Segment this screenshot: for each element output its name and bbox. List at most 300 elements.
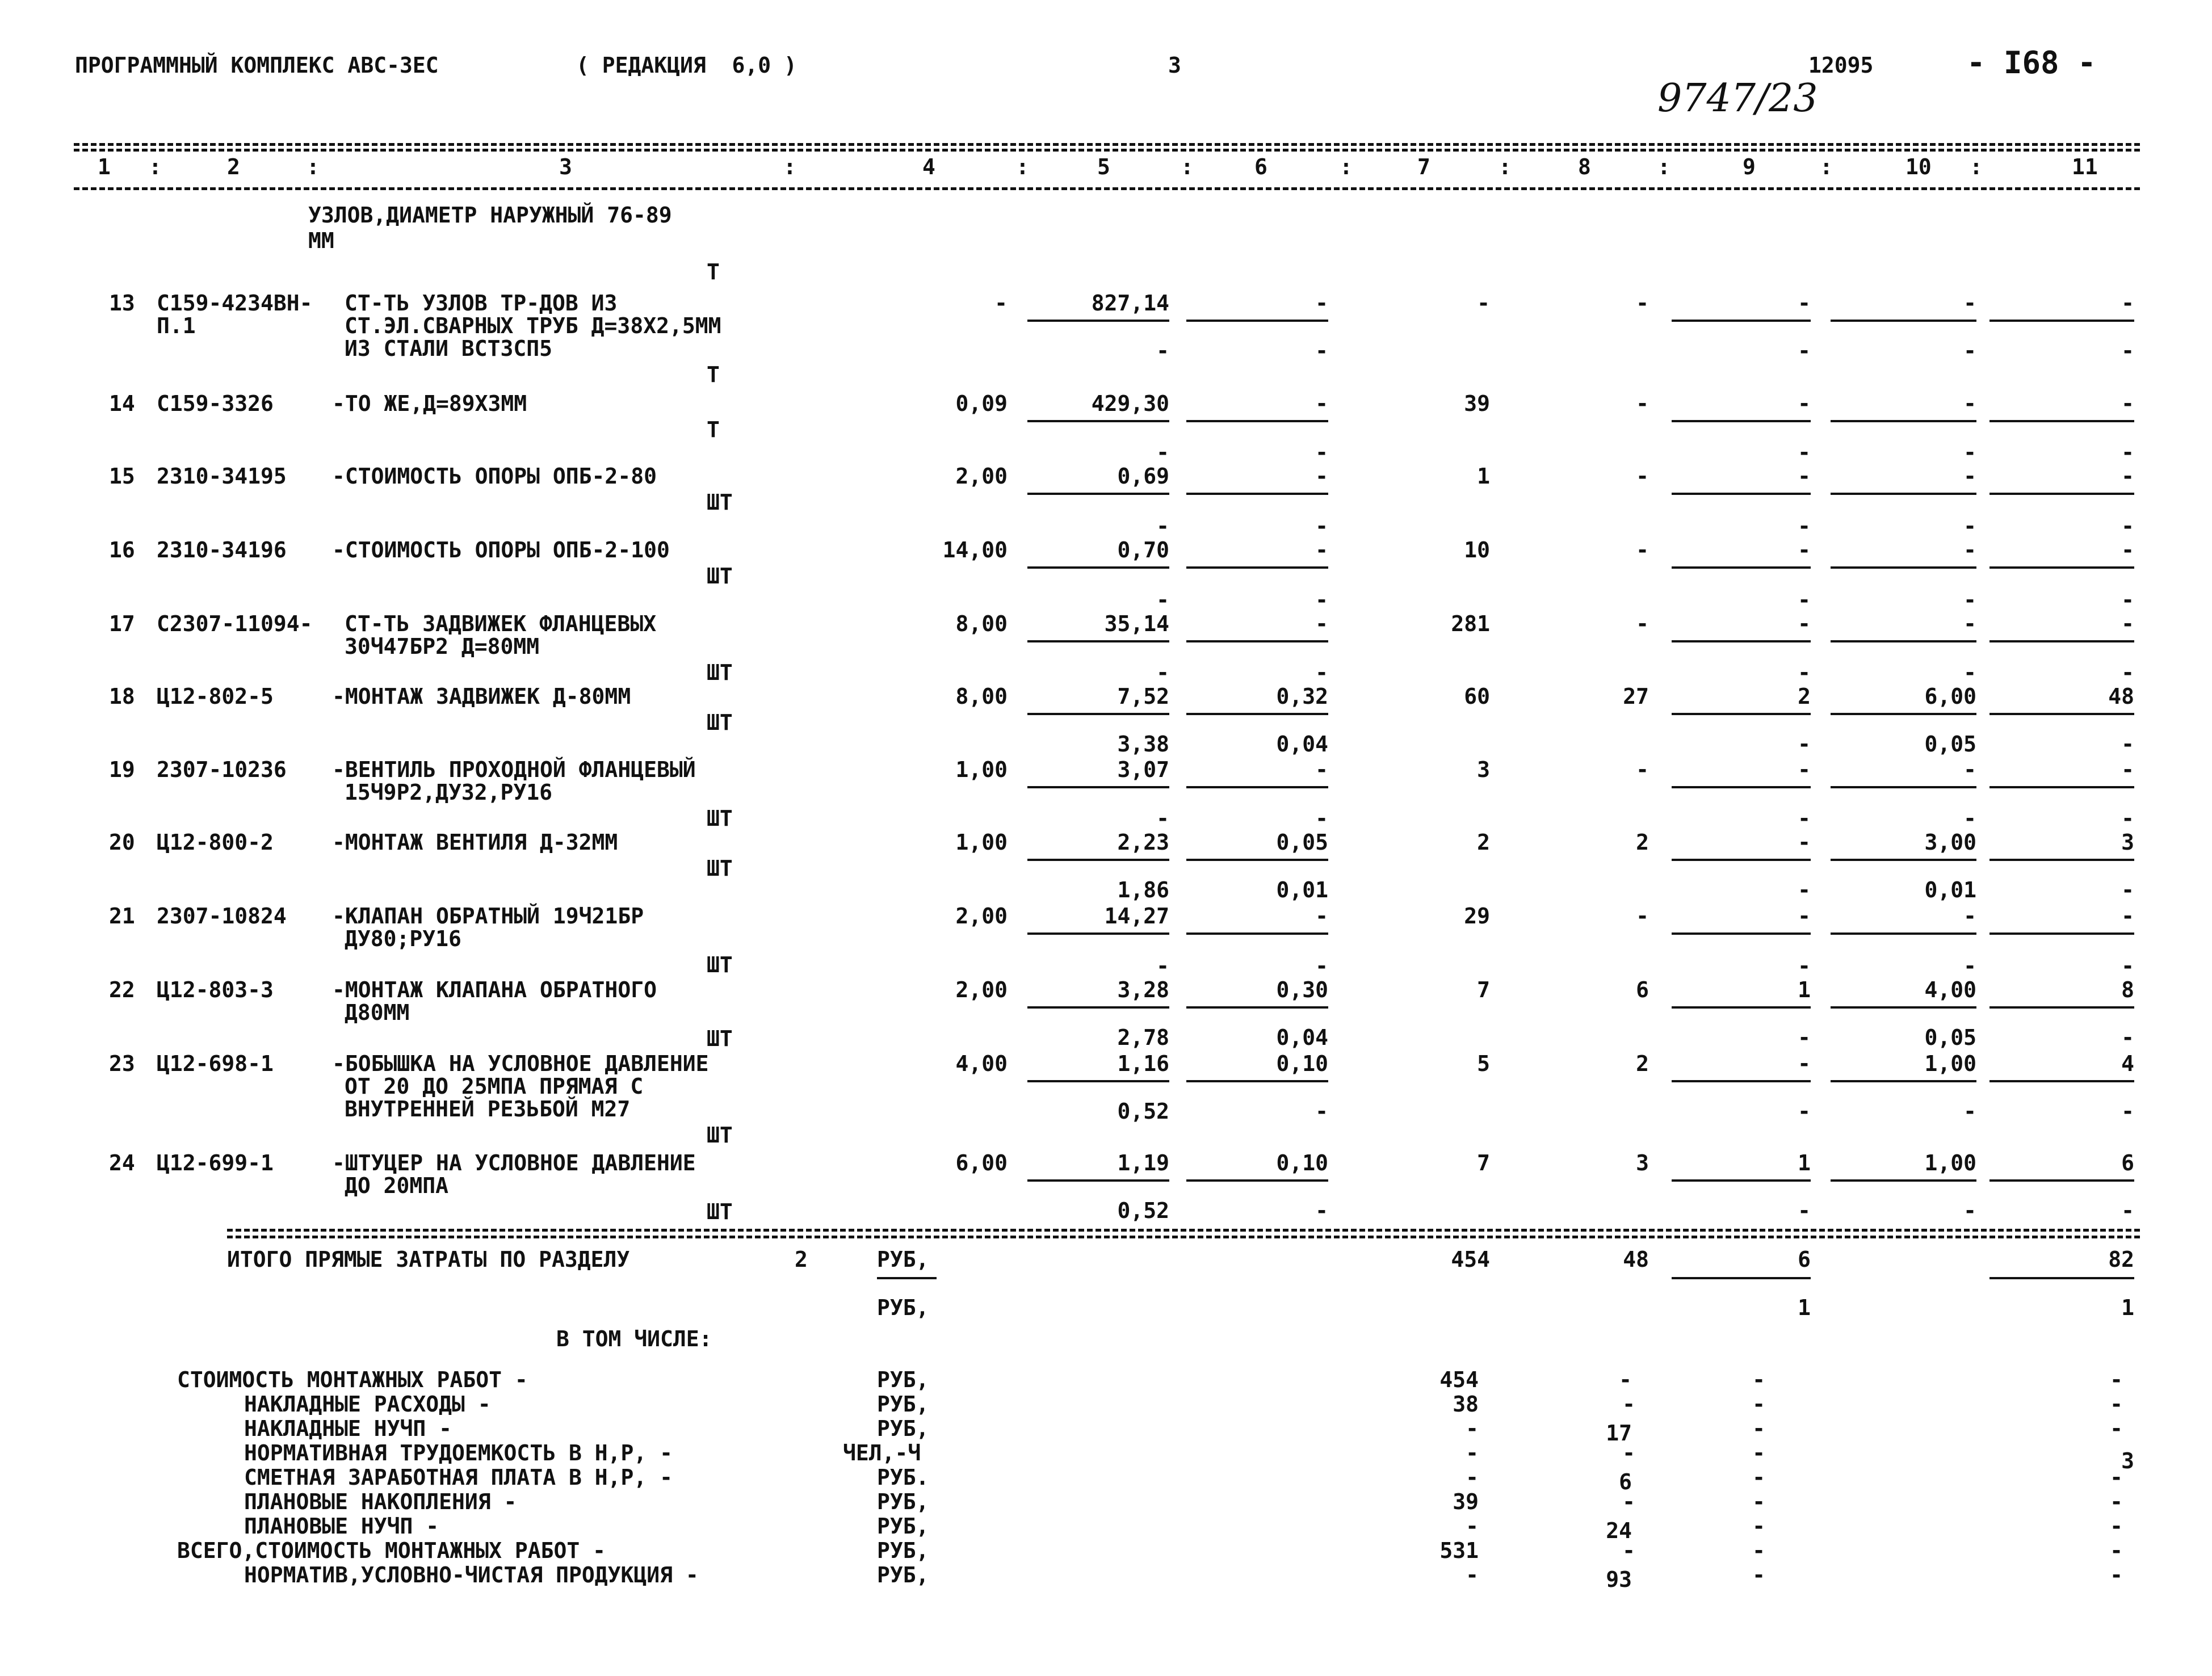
- col8-cell: 2: [1636, 830, 1649, 855]
- c6-fraction-rule: [1186, 1179, 1328, 1182]
- column-header: 1: [98, 154, 111, 179]
- c9-top-cell: -: [1798, 587, 1811, 612]
- unit-label: ШТ: [707, 1199, 733, 1224]
- c6-cell: 0,10: [1276, 1051, 1328, 1076]
- column-header: :: [1340, 154, 1353, 179]
- item-description: 15Ч9Р2,ДУ32,РУ16: [345, 780, 553, 805]
- c6-fraction-rule: [1186, 320, 1328, 322]
- c6-bottom-cell: 0,04: [1276, 1025, 1328, 1050]
- c10-cell: -: [1963, 537, 1976, 562]
- c6-top-cell: -: [1315, 587, 1328, 612]
- column-header: :: [1820, 154, 1833, 179]
- c5-cell: 7,52: [1117, 684, 1169, 709]
- c9-fraction-rule: [1672, 713, 1811, 715]
- c5-cell: 3,28: [1117, 977, 1169, 1002]
- summary-col11: 3: [2121, 1448, 2134, 1473]
- summary-col8: -: [1619, 1367, 1632, 1392]
- c9-fraction-rule: [1672, 1179, 1811, 1182]
- item-code: 2310-34195: [157, 464, 287, 489]
- row-number: 21: [109, 904, 135, 929]
- unit-label: ШТ: [707, 806, 733, 831]
- summary-label: СМЕТНАЯ ЗАРАБОТНАЯ ПЛАТА В Н,Р, -: [244, 1465, 673, 1490]
- c9-cell: 2: [1798, 684, 1811, 709]
- item-code: Ц12-800-2: [157, 830, 274, 855]
- summary-col7: -: [1466, 1440, 1479, 1465]
- col8-cell: -: [1636, 464, 1649, 489]
- c9-fraction-rule: [1672, 493, 1811, 495]
- c5-fraction-rule: [1027, 320, 1169, 322]
- c9-bottom-cell: -: [1798, 877, 1811, 902]
- c10-cell: 6,00: [1924, 684, 1976, 709]
- total-col9-rule: [1672, 1277, 1811, 1279]
- header-sheet: - I68 -: [1967, 45, 2096, 81]
- c11-bottom-cell: -: [2121, 1025, 2134, 1050]
- c5-fraction-rule: [1027, 640, 1169, 642]
- summary-unit: РУБ.: [877, 1465, 929, 1490]
- column-header: 10: [1905, 154, 1932, 179]
- c6-cell: -: [1315, 291, 1328, 316]
- summary-col11: -: [2110, 1367, 2123, 1392]
- c9-top-cell: -: [1798, 806, 1811, 831]
- c9-top-cell: -: [1798, 953, 1811, 978]
- c11-cell: 48: [2108, 684, 2134, 709]
- c11-fraction-rule: [1989, 566, 2134, 569]
- total-col9-bottom: 1: [1798, 1295, 1811, 1320]
- summary-col8: 24: [1606, 1518, 1632, 1543]
- column-header: :: [1016, 154, 1029, 179]
- c6-fraction-rule: [1186, 566, 1328, 569]
- item-code: 2310-34196: [157, 537, 287, 562]
- summary-col11: -: [2110, 1489, 2123, 1514]
- summary-col7: -: [1466, 1514, 1479, 1539]
- c9-cell: -: [1798, 391, 1811, 416]
- item-description: ДУ80;РУ16: [345, 926, 461, 951]
- c5-fraction-rule: [1027, 859, 1169, 861]
- col8-cell: 2: [1636, 1051, 1649, 1076]
- c11-fraction-rule: [1989, 786, 2134, 788]
- summary-unit: РУБ,: [877, 1416, 929, 1441]
- c6-fraction-rule: [1186, 859, 1328, 861]
- unit-label: ШТ: [707, 952, 733, 977]
- item-code: С159-4234ВН-: [157, 291, 313, 316]
- c9-cell: -: [1798, 904, 1811, 929]
- c9-cell: -: [1798, 464, 1811, 489]
- header-edition: ( РЕДАКЦИЯ 6,0 ): [576, 53, 797, 78]
- item-description: СТ-ТЬ ЗАДВИЖЕК ФЛАНЦЕВЫХ: [345, 611, 657, 636]
- item-description: -МОНТАЖ ЗАДВИЖЕК Д-80ММ: [332, 684, 631, 709]
- c9-fraction-rule: [1672, 932, 1811, 935]
- summary-label: НОРМАТИВ,УСЛОВНО-ЧИСТАЯ ПРОДУКЦИЯ -: [244, 1562, 699, 1587]
- total-unit-rule: [877, 1277, 937, 1279]
- c9-top-cell: -: [1798, 440, 1811, 465]
- c9-cell: -: [1798, 537, 1811, 562]
- c10-top-cell: -: [1963, 440, 1976, 465]
- c11-fraction-rule: [1989, 713, 2134, 715]
- c5-bottom-cell: -: [1156, 338, 1169, 363]
- c6-fraction-rule: [1186, 713, 1328, 715]
- summary-col8: -: [1622, 1440, 1635, 1465]
- col8-cell: -: [1636, 904, 1649, 929]
- c11-cell: -: [2121, 291, 2134, 316]
- item-code: 2307-10236: [157, 757, 287, 782]
- item-description: -СТОИМОСТЬ ОПОРЫ ОПБ-2-80: [332, 464, 657, 489]
- c11-fraction-rule: [1989, 640, 2134, 642]
- column-header: :: [783, 154, 796, 179]
- col8-cell: 6: [1636, 977, 1649, 1002]
- quantity-cell: 8,00: [955, 684, 1008, 709]
- c10-cell: -: [1963, 391, 1976, 416]
- summary-col9: -: [1752, 1489, 1765, 1514]
- row-number: 17: [109, 611, 135, 636]
- summary-col8: -: [1622, 1538, 1635, 1563]
- col8-cell: -: [1636, 611, 1649, 636]
- c6-fraction-rule: [1186, 1006, 1328, 1009]
- summary-col9: -: [1752, 1416, 1765, 1441]
- header-page-num: 3: [1168, 53, 1181, 78]
- item-description: -МОНТАЖ ВЕНТИЛЯ Д-32ММ: [332, 830, 618, 855]
- unit-label: Т: [707, 362, 720, 387]
- c11-bottom-cell: -: [2121, 732, 2134, 757]
- c11-cell: -: [2121, 537, 2134, 562]
- c9-cell: -: [1798, 757, 1811, 782]
- c9-cell: -: [1798, 611, 1811, 636]
- quantity-cell: 14,00: [942, 537, 1008, 562]
- col7-cell: 60: [1464, 684, 1490, 709]
- item-description: Д80ММ: [345, 1000, 410, 1025]
- c6-fraction-rule: [1186, 640, 1328, 642]
- c9-bottom-cell: -: [1798, 1198, 1811, 1223]
- c10-cell: -: [1963, 757, 1976, 782]
- c6-cell: -: [1315, 611, 1328, 636]
- unit-label: Т: [707, 417, 720, 442]
- c9-top-cell: -: [1798, 514, 1811, 539]
- c11-fraction-rule: [1989, 932, 2134, 935]
- c11-top-cell: -: [2121, 660, 2134, 685]
- quantity-cell: 4,00: [955, 1051, 1008, 1076]
- c11-fraction-rule: [1989, 859, 2134, 861]
- c11-top-cell: -: [2121, 806, 2134, 831]
- c9-cell: -: [1798, 1051, 1811, 1076]
- c9-bottom-cell: -: [1798, 732, 1811, 757]
- total-section: 2: [795, 1247, 808, 1272]
- column-header: 8: [1578, 154, 1591, 179]
- summary-col7: 38: [1453, 1392, 1479, 1417]
- column-header: 5: [1097, 154, 1110, 179]
- c9-cell: -: [1798, 291, 1811, 316]
- c6-cell: 0,05: [1276, 830, 1328, 855]
- c6-cell: 0,32: [1276, 684, 1328, 709]
- table-top-rule-2: [74, 149, 2140, 152]
- unit-label: ШТ: [707, 710, 733, 735]
- c6-top-cell: -: [1315, 440, 1328, 465]
- c6-fraction-rule: [1186, 932, 1328, 935]
- item-description: ИЗ СТАЛИ ВСТ3СП5: [345, 336, 553, 361]
- column-header: 7: [1417, 154, 1430, 179]
- item-description: ВНУТРЕННЕЙ РЕЗЬБОЙ М27: [345, 1097, 631, 1121]
- summary-col9: -: [1752, 1514, 1765, 1539]
- c11-cell: -: [2121, 391, 2134, 416]
- summary-label: НОРМАТИВНАЯ ТРУДОЕМКОСТЬ В Н,Р, -: [244, 1440, 673, 1465]
- row-number: 15: [109, 464, 135, 489]
- c10-bottom-cell: -: [1963, 1198, 1976, 1223]
- c5-cell: 1,19: [1117, 1150, 1169, 1175]
- item-code: Ц12-699-1: [157, 1150, 274, 1175]
- summary-unit: РУБ,: [877, 1538, 929, 1563]
- c5-top-cell: -: [1156, 514, 1169, 539]
- summary-col7: 531: [1439, 1538, 1479, 1563]
- prev-text-line: ММ: [308, 228, 334, 253]
- quantity-cell: 0,09: [955, 391, 1008, 416]
- summary-col7: -: [1466, 1416, 1479, 1441]
- c5-cell: 2,23: [1117, 830, 1169, 855]
- summary-col11: -: [2110, 1514, 2123, 1539]
- header-title: ПРОГРАММНЫЙ КОМПЛЕКС АВС-ЗЕС: [75, 53, 439, 78]
- quantity-cell: 6,00: [955, 1150, 1008, 1175]
- column-header: :: [1970, 154, 1983, 179]
- c5-top-cell: -: [1156, 660, 1169, 685]
- column-header: :: [1499, 154, 1512, 179]
- c11-top-cell: -: [2121, 587, 2134, 612]
- summary-label: ВСЕГО,СТОИМОСТЬ МОНТАЖНЫХ РАБОТ -: [177, 1538, 606, 1563]
- summary-label: ПЛАНОВЫЕ НУЧП -: [244, 1514, 439, 1539]
- c5-fraction-rule: [1027, 932, 1169, 935]
- c9-bottom-cell: -: [1798, 338, 1811, 363]
- item-description: -СТОИМОСТЬ ОПОРЫ ОПБ-2-100: [332, 537, 670, 562]
- c10-top-cell: -: [1963, 660, 1976, 685]
- row-number: 22: [109, 977, 135, 1002]
- summary-col8: 93: [1606, 1567, 1632, 1592]
- quantity-cell: 2,00: [955, 904, 1008, 929]
- row-number: 24: [109, 1150, 135, 1175]
- quantity-cell: 1,00: [955, 830, 1008, 855]
- c11-fraction-rule: [1989, 420, 2134, 422]
- c5-fraction-rule: [1027, 493, 1169, 495]
- summary-col11: -: [2110, 1465, 2123, 1490]
- unit-label: ШТ: [707, 1026, 733, 1051]
- col7-cell: 10: [1464, 537, 1490, 562]
- c11-top-cell: -: [2121, 514, 2134, 539]
- c10-bottom-cell: 0,05: [1924, 732, 1976, 757]
- c9-fraction-rule: [1672, 786, 1811, 788]
- c5-bottom-cell: 0,52: [1117, 1198, 1169, 1223]
- c6-bottom-cell: -: [1315, 338, 1328, 363]
- quantity-cell: 2,00: [955, 977, 1008, 1002]
- c6-fraction-rule: [1186, 493, 1328, 495]
- c9-fraction-rule: [1672, 1006, 1811, 1009]
- item-description: ОТ 20 ДО 25МПА ПРЯМАЯ С: [345, 1074, 644, 1099]
- c6-bottom-cell: -: [1315, 1099, 1328, 1124]
- c10-top-cell: -: [1963, 514, 1976, 539]
- c5-cell: 827,14: [1091, 291, 1169, 316]
- col8-cell: 27: [1623, 684, 1649, 709]
- c5-bottom-cell: 2,78: [1117, 1025, 1169, 1050]
- c9-fraction-rule: [1672, 566, 1811, 569]
- total-col11-rule: [1989, 1277, 2134, 1279]
- column-header: 2: [227, 154, 240, 179]
- column-header: :: [307, 154, 320, 179]
- summary-col11: -: [2110, 1416, 2123, 1441]
- c10-fraction-rule: [1831, 713, 1976, 715]
- summary-col11: -: [2110, 1392, 2123, 1417]
- c6-top-cell: -: [1315, 953, 1328, 978]
- c11-bottom-cell: -: [2121, 1198, 2134, 1223]
- handwritten-number: 9747/23: [1657, 76, 1818, 121]
- c11-fraction-rule: [1989, 1006, 2134, 1009]
- c5-top-cell: -: [1156, 806, 1169, 831]
- col7-cell: 5: [1477, 1051, 1490, 1076]
- summary-unit: РУБ,: [877, 1562, 929, 1587]
- c10-fraction-rule: [1831, 1080, 1976, 1082]
- c10-fraction-rule: [1831, 320, 1976, 322]
- item-description: -ШТУЦЕР НА УСЛОВНОЕ ДАВЛЕНИЕ: [332, 1150, 696, 1175]
- c11-bottom-cell: -: [2121, 338, 2134, 363]
- row-number: 16: [109, 537, 135, 562]
- item-code-continued: П.1: [157, 313, 196, 338]
- total-col8: 48: [1623, 1247, 1649, 1272]
- summary-col11: -: [2110, 1562, 2123, 1587]
- col7-cell: 7: [1477, 1150, 1490, 1175]
- col7-cell: -: [1477, 291, 1490, 316]
- col8-cell: 3: [1636, 1150, 1649, 1175]
- item-code: С159-3326: [157, 391, 274, 416]
- c11-cell: -: [2121, 611, 2134, 636]
- item-description: ДО 20МПА: [345, 1173, 449, 1198]
- c11-fraction-rule: [1989, 1080, 2134, 1082]
- item-description: -ТО ЖЕ,Д=89Х3ММ: [332, 391, 527, 416]
- c10-fraction-rule: [1831, 1006, 1976, 1009]
- c5-fraction-rule: [1027, 420, 1169, 422]
- c10-fraction-rule: [1831, 932, 1976, 935]
- col7-cell: 281: [1451, 611, 1490, 636]
- total-label: ИТОГО ПРЯМЫЕ ЗАТРАТЫ ПО РАЗДЕЛУ: [227, 1247, 630, 1272]
- summary-label: НАКЛАДНЫЕ РАСХОДЫ -: [244, 1392, 491, 1417]
- summary-col8: 6: [1619, 1469, 1632, 1494]
- c5-cell: 0,69: [1117, 464, 1169, 489]
- c10-bottom-cell: -: [1963, 338, 1976, 363]
- col7-cell: 1: [1477, 464, 1490, 489]
- summary-col9: -: [1752, 1538, 1765, 1563]
- c10-cell: -: [1963, 904, 1976, 929]
- total-unit: РУБ,: [877, 1247, 929, 1272]
- row-number: 23: [109, 1051, 135, 1076]
- c6-bottom-cell: 0,04: [1276, 732, 1328, 757]
- c6-cell: -: [1315, 757, 1328, 782]
- c10-top-cell: -: [1963, 953, 1976, 978]
- total-col11: 82: [2108, 1247, 2134, 1272]
- col7-cell: 2: [1477, 830, 1490, 855]
- quantity-cell: 8,00: [955, 611, 1008, 636]
- c9-bottom-cell: -: [1798, 1099, 1811, 1124]
- prev-text-line: УЗЛОВ,ДИАМЕТР НАРУЖНЫЙ 76-89: [308, 203, 672, 228]
- c6-fraction-rule: [1186, 1080, 1328, 1082]
- c10-cell: -: [1963, 611, 1976, 636]
- c5-top-cell: -: [1156, 953, 1169, 978]
- c10-top-cell: -: [1963, 587, 1976, 612]
- c5-cell: 3,07: [1117, 757, 1169, 782]
- c9-fraction-rule: [1672, 1080, 1811, 1082]
- c10-cell: -: [1963, 291, 1976, 316]
- column-header: :: [1657, 154, 1670, 179]
- unit-label: Т: [707, 259, 720, 284]
- total-unit-2: РУБ,: [877, 1295, 929, 1320]
- item-code: 2307-10824: [157, 904, 287, 929]
- item-code: С2307-11094-: [157, 611, 313, 636]
- item-code: Ц12-802-5: [157, 684, 274, 709]
- column-header: 6: [1254, 154, 1267, 179]
- summary-unit: РУБ,: [877, 1514, 929, 1539]
- col8-cell: -: [1636, 537, 1649, 562]
- item-code: Ц12-698-1: [157, 1051, 274, 1076]
- item-description: -ВЕНТИЛЬ ПРОХОДНОЙ ФЛАНЦЕВЫЙ: [332, 757, 696, 782]
- summary-col7: -: [1466, 1465, 1479, 1490]
- col8-cell: -: [1636, 291, 1649, 316]
- c11-cell: 3: [2121, 830, 2134, 855]
- row-number: 13: [109, 291, 135, 316]
- c11-cell: -: [2121, 757, 2134, 782]
- c10-top-cell: -: [1963, 806, 1976, 831]
- c5-bottom-cell: 1,86: [1117, 877, 1169, 902]
- c9-top-cell: -: [1798, 660, 1811, 685]
- total-top-rule: [227, 1229, 2140, 1232]
- c6-cell: -: [1315, 391, 1328, 416]
- c11-bottom-cell: -: [2121, 877, 2134, 902]
- c6-cell: -: [1315, 904, 1328, 929]
- summary-col8: -: [1622, 1489, 1635, 1514]
- summary-col7: 39: [1453, 1489, 1479, 1514]
- c5-fraction-rule: [1027, 1080, 1169, 1082]
- summary-col8: 17: [1606, 1421, 1632, 1446]
- c11-bottom-cell: -: [2121, 1099, 2134, 1124]
- column-header: 11: [2072, 154, 2098, 179]
- item-description: СТ-ТЬ УЗЛОВ ТР-ДОВ ИЗ: [345, 291, 618, 316]
- total-col7: 454: [1451, 1247, 1490, 1272]
- row-number: 14: [109, 391, 135, 416]
- item-description: -БОБЫШКА НА УСЛОВНОЕ ДАВЛЕНИЕ: [332, 1051, 709, 1076]
- c5-cell: 429,30: [1091, 391, 1169, 416]
- c9-bottom-cell: -: [1798, 1025, 1811, 1050]
- col7-cell: 3: [1477, 757, 1490, 782]
- header-code: 12095: [1808, 53, 1874, 78]
- c10-cell: 1,00: [1924, 1051, 1976, 1076]
- c11-cell: -: [2121, 464, 2134, 489]
- c5-fraction-rule: [1027, 786, 1169, 788]
- c9-fraction-rule: [1672, 640, 1811, 642]
- unit-label: ШТ: [707, 1123, 733, 1148]
- row-number: 20: [109, 830, 135, 855]
- unit-label: ШТ: [707, 856, 733, 881]
- table-top-rule: [74, 143, 2140, 146]
- c11-fraction-rule: [1989, 320, 2134, 322]
- c10-cell: 3,00: [1924, 830, 1976, 855]
- c5-fraction-rule: [1027, 566, 1169, 569]
- c5-cell: 0,70: [1117, 537, 1169, 562]
- c10-fraction-rule: [1831, 493, 1976, 495]
- summary-col7: -: [1466, 1562, 1479, 1587]
- c5-bottom-cell: 3,38: [1117, 732, 1169, 757]
- c10-fraction-rule: [1831, 859, 1976, 861]
- col7-cell: 39: [1464, 391, 1490, 416]
- c9-fraction-rule: [1672, 420, 1811, 422]
- c5-cell: 1,16: [1117, 1051, 1169, 1076]
- c5-fraction-rule: [1027, 713, 1169, 715]
- summary-unit: РУБ,: [877, 1367, 929, 1392]
- summary-label: НАКЛАДНЫЕ НУЧП -: [244, 1416, 452, 1441]
- col7-cell: 7: [1477, 977, 1490, 1002]
- c9-fraction-rule: [1672, 320, 1811, 322]
- c6-cell: 0,10: [1276, 1150, 1328, 1175]
- summary-col7: 454: [1439, 1367, 1479, 1392]
- c11-top-cell: -: [2121, 953, 2134, 978]
